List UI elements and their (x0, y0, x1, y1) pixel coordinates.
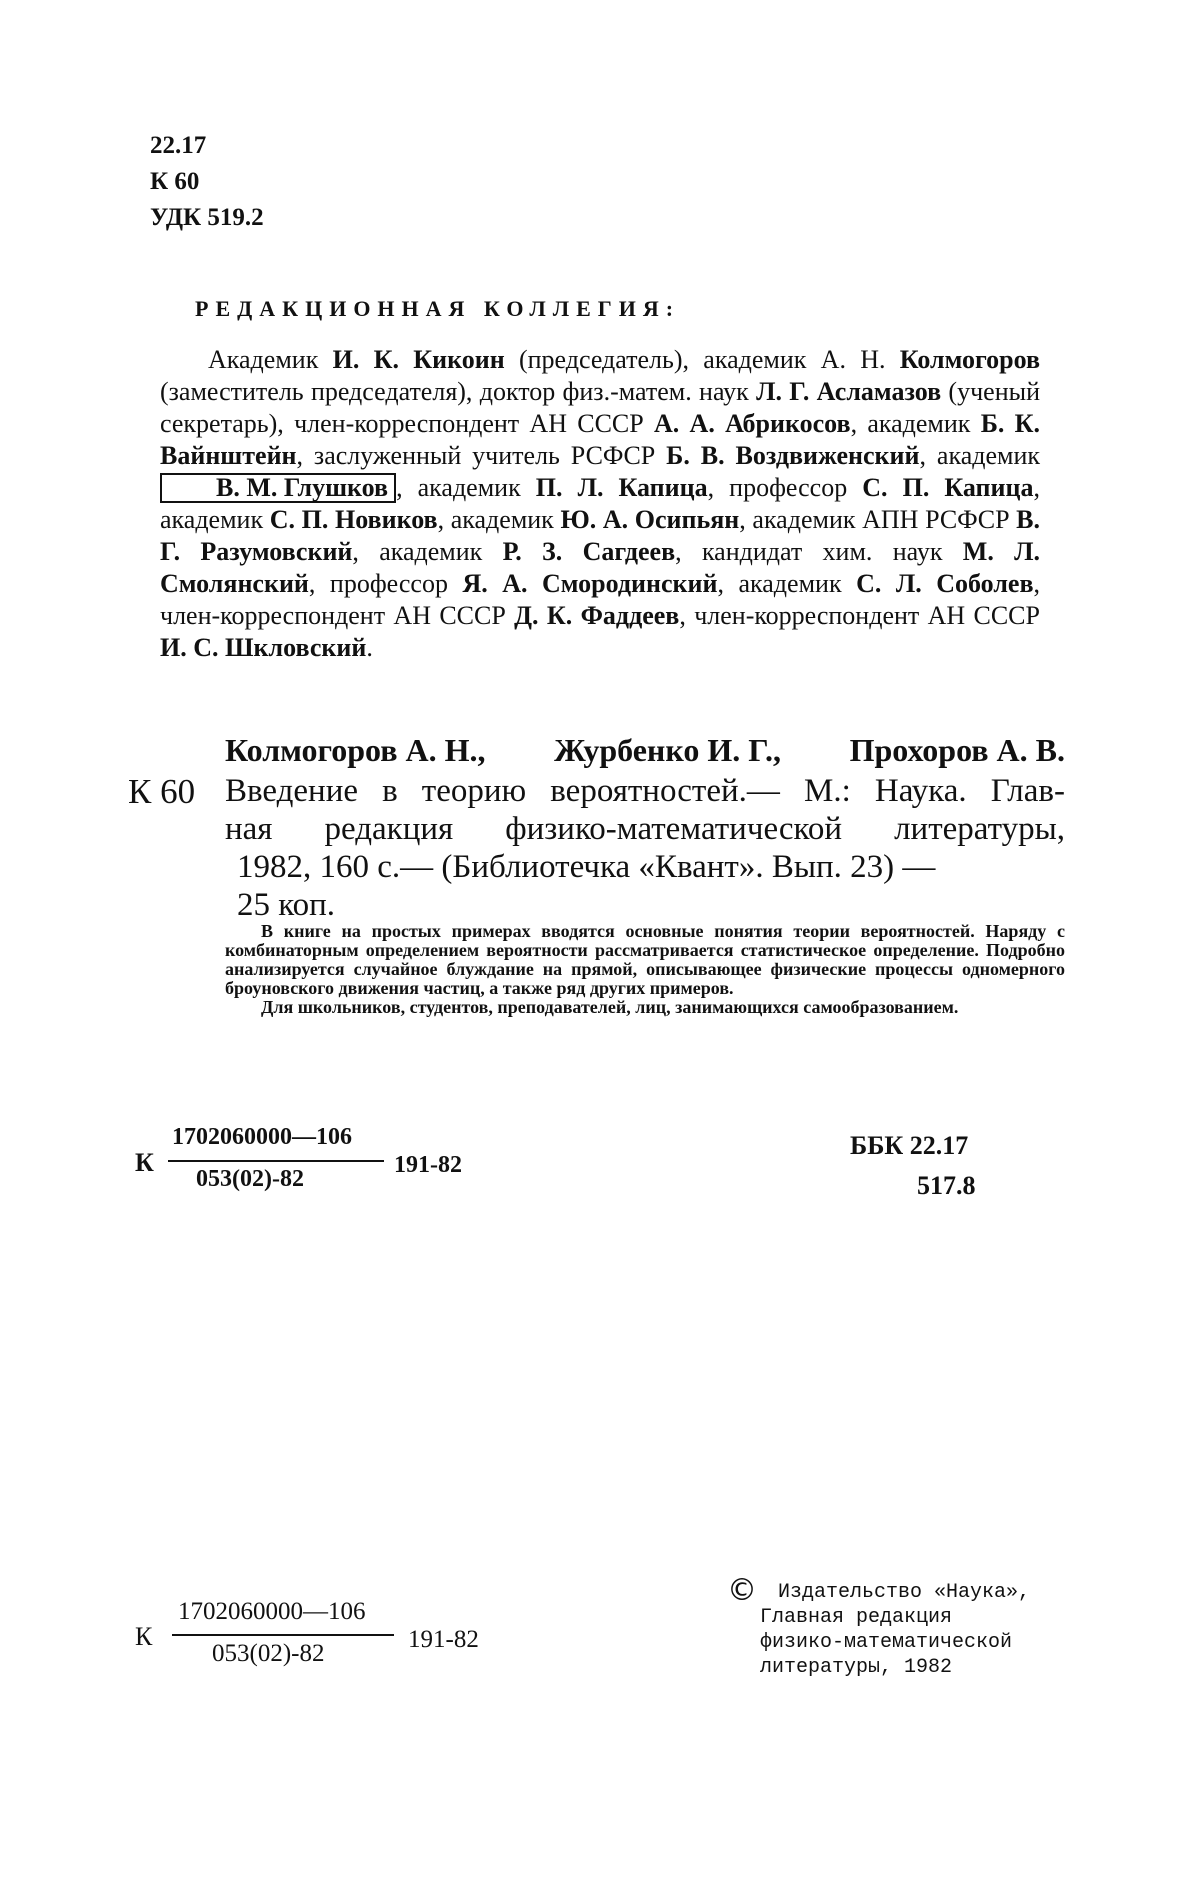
board-text-16: , академик (717, 569, 857, 598)
editorial-board-heading: РЕДАКЦИОННАЯ КОЛЛЕГИЯ: (195, 296, 681, 321)
board-text-17: , член-корреспондент АН СССР (160, 569, 1040, 630)
copyright-line-2: Главная редакция (760, 1606, 953, 1629)
board-text-18: , член-корреспондент АН СССР (679, 601, 1040, 630)
board-member-8: П. Л. Капица (535, 473, 708, 502)
book-abstract (225, 922, 1065, 1017)
description-line-4: 25 коп. (237, 887, 336, 923)
board-member-18: И. С. Шкловский (160, 633, 367, 662)
bibliographic-description (225, 772, 1065, 924)
board-text-6: , заслуженный учитель РСФСР (296, 441, 667, 470)
author-2: Журбенко И. Г., (554, 732, 781, 768)
board-member-1: И. К. Кикоин (332, 345, 505, 374)
copyright-line-3: физико-математической (760, 1631, 1013, 1654)
catalog-code-1-suffix: 191-82 (394, 1152, 462, 1178)
board-member-9: С. П. Капица (862, 473, 1034, 502)
board-member-13: Р. З. Сагдеев (502, 537, 676, 566)
board-text-13: , академик (352, 537, 503, 566)
catalog-code-2-letter: К (135, 1622, 153, 1651)
board-member-3: Л. Г. Асламазов (756, 377, 942, 406)
board-member-4: А. А. Абрикосов (654, 409, 851, 438)
board-member-12: В. Г. Разумовский (160, 505, 1040, 566)
copyright-line-4: литературы, 1982 (760, 1656, 953, 1679)
board-text-7: , академик (919, 441, 1040, 470)
board-member-7-boxed: В. М. Глушков (160, 473, 396, 503)
board-text-3: (заместитель председателя), доктор физ.-матем. наук (160, 377, 757, 406)
board-text-12: , академик АПН РСФСР (739, 505, 1017, 534)
editorial-board-text (160, 344, 1040, 664)
board-text-15: , профессор (308, 569, 463, 598)
board-text-11: , академик (437, 505, 561, 534)
bbk-subcode: 517.8 (917, 1171, 976, 1200)
catalog-index-label: К 60 (128, 772, 196, 811)
board-member-10: С. П. Новиков (269, 505, 438, 534)
catalog-code-1-fraction-bar (168, 1160, 384, 1162)
board-text-1: Академик (208, 345, 333, 374)
bbk-code: 22.17 (150, 132, 207, 159)
board-text-8: , академик (396, 473, 536, 502)
board-member-17: Д. К. Фаддеев (514, 601, 680, 630)
description-line-2: ная редакция физико-математической литературы, (225, 811, 1065, 847)
board-text-10: , академик (160, 473, 1040, 534)
catalog-code-1-numerator: 1702060000—106 (172, 1124, 352, 1150)
catalog-code-1-denominator: 053(02)-82 (196, 1166, 304, 1192)
book-authors (225, 732, 1065, 769)
board-member-15: Я. А. Смородинский (462, 569, 718, 598)
board-text-14: , кандидат хим. наук (675, 537, 963, 566)
catalog-code-2-numerator: 1702060000—106 (178, 1598, 366, 1625)
board-member-5: Б. К. Вайнштейн (160, 409, 1040, 470)
catalog-code-2-suffix: 191-82 (408, 1626, 479, 1653)
board-member-14: М. Л. Смолянский (160, 537, 1040, 598)
board-member-2: Колмогоров (899, 345, 1040, 374)
author-3: Прохоров А. В. (849, 732, 1065, 768)
board-member-6: Б. В. Воздвиженский (666, 441, 920, 470)
copyright-icon: © (727, 1573, 757, 1608)
board-member-16: С. Л. Соболев (856, 569, 1034, 598)
board-member-11: Ю. А. Осипьян (560, 505, 740, 534)
copyright-notice (760, 1580, 1030, 1680)
author-1: Колмогоров А. Н., (225, 732, 486, 768)
board-text-2: (председатель), академик А. Н. (504, 345, 900, 374)
abstract-paragraph-1: В книге на простых примерах вводятся основные понятия теории вероятностей. Наряду с комбинаторным определением вероятности рассматривается статистическое определение. Подробно анализируется случайное блуждание на прямой, описывающее физические процессы одномерного броуновского движения частиц, а также ряд других примеров. (225, 921, 1065, 998)
abstract-paragraph-2: Для школьников, студентов, преподавателей, лиц, занимающихся самообразованием. (261, 997, 959, 1017)
bbk-classification (850, 1126, 976, 1206)
board-text-5: , академик (850, 409, 981, 438)
description-line-3: 1982, 160 с.— (Библиотечка «Квант». Вып. 23) — (237, 849, 936, 885)
udc-code: УДК 519.2 (150, 204, 264, 231)
bbk-label: ББК 22.17 (850, 1131, 969, 1160)
catalog-code-2-fraction-bar (172, 1634, 394, 1636)
author-mark: К 60 (150, 168, 200, 195)
board-text-4: (ученый секретарь), член-корреспондент АН СССР (160, 377, 1041, 438)
board-text-9: , профессор (707, 473, 863, 502)
board-text-19: . (366, 633, 373, 662)
classification-codes (150, 128, 264, 236)
copyright-line-1: Издательство «Наука», (778, 1581, 1031, 1604)
catalog-code-1-letter: К (135, 1148, 154, 1177)
description-line-1: Введение в теорию вероятностей.— М.: Наука. Глав- (225, 773, 1065, 809)
catalog-code-2-denominator: 053(02)-82 (212, 1640, 325, 1667)
